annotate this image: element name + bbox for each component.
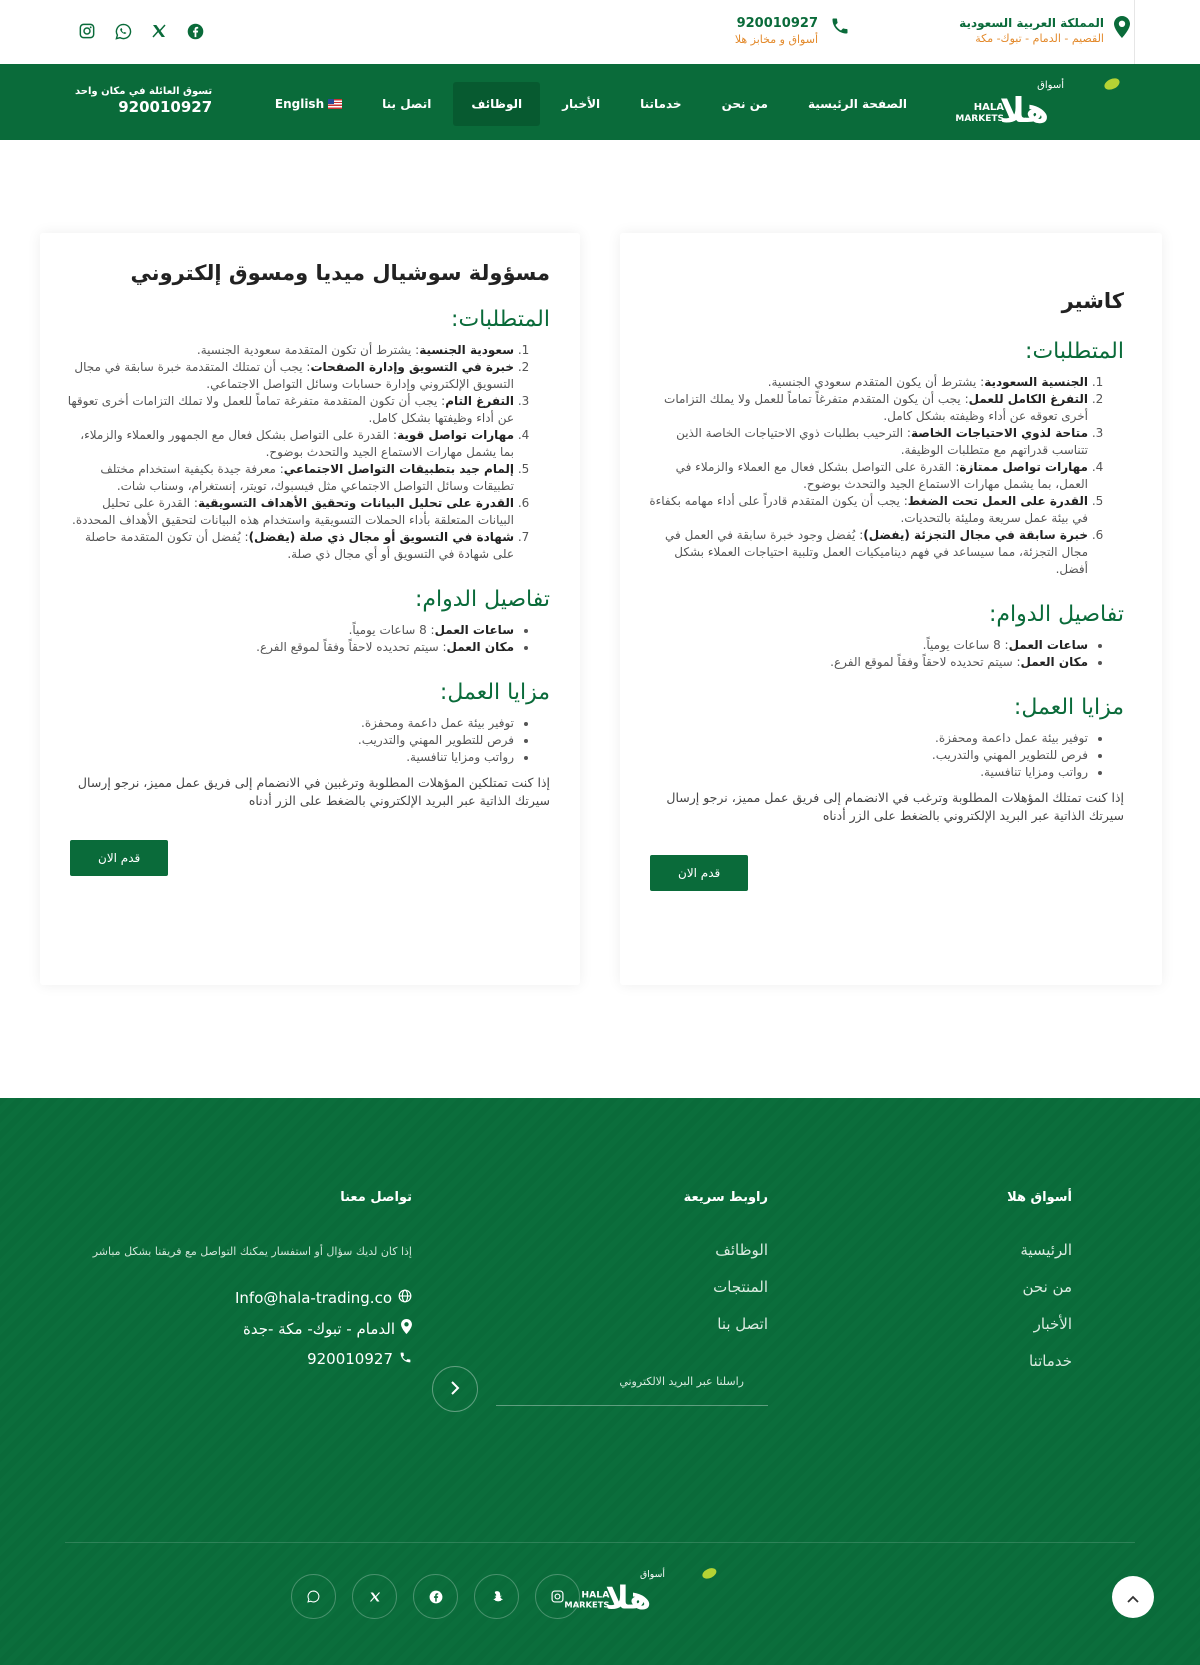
footer-link-contact[interactable]: اتصل بنا — [717, 1315, 768, 1333]
list-item: 1. الجنسية السعودية: يشترط أن يكون المتقدم سعودي الجنسية. — [646, 374, 1088, 391]
apply-button-social-media[interactable]: قدم الان — [70, 840, 168, 876]
nav-menu — [257, 82, 925, 126]
list-item: 2. خبرة في التسويق وإدارة الصفحات: يجب أن تمتلك المتقدمة خبرة سابقة في مجال التسويق الإلكتروني وإدارة حسابات وسائل التواصل الاجتماعي. — [66, 359, 514, 393]
svg-text:هلا: هلا — [999, 91, 1049, 131]
list-item: • ساعات العمل: 8 ساعات يومياً. — [646, 637, 1088, 654]
newsletter-send-button[interactable] — [432, 1366, 478, 1412]
contact-description: إذا كان لديك سؤال أو استفسار يمكنك التواصل مع فريقنا بشكل مباشر — [92, 1245, 412, 1258]
top-bar — [0, 0, 1200, 64]
svg-text:HALA: HALA — [973, 102, 1004, 113]
list-item: 4. مهارات تواصل ممتازة: القدرة على التواصل بشكل فعال مع العملاء والزملاء في العمل، بما يشمل مهارات الاستماع الجيد والتحدث بوضوح. — [646, 459, 1088, 493]
location-block — [959, 16, 1130, 45]
location-cities: القصيم - الدمام - تبوك- مكة — [975, 32, 1104, 45]
nav-jobs[interactable]: الوظائف — [453, 82, 540, 126]
facebook-icon[interactable] — [413, 1574, 458, 1619]
footer-col-title: تواصل معنا — [340, 1190, 412, 1205]
x-icon[interactable] — [352, 1574, 397, 1619]
list-item: 7. شهادة في التسويق أو مجال ذي صلة (يفضل): يُفضل أن تكون المتقدمة حاصلة على شهادة في التسويق أو أي مجال ذي صلة. — [66, 529, 514, 563]
svg-text:MARKETS: MARKETS — [955, 114, 1004, 124]
job-outro: إذا كنت تمتلكين المؤهلات المطلوبة وترغبين في الانضمام إلى فريق عمل مميز، نرجو إرسال سيرتك الذاتية عبر البريد الإلكتروني بالضغط على الزر أدناه — [77, 775, 550, 808]
footer-divider — [65, 1542, 1135, 1543]
footer-link-jobs[interactable]: الوظائف — [715, 1241, 768, 1259]
list-item: • توفير بيئة عمل داعمة ومحفزة. — [66, 715, 514, 732]
job-title: كاشير — [1061, 289, 1124, 313]
globe-icon — [398, 1289, 412, 1307]
list-item: • رواتب ومزايا تنافسية. — [646, 764, 1088, 781]
chevron-up-icon — [1127, 1588, 1139, 1607]
list-item: • مكان العمل: سيتم تحديده لاحقاً وفقاً لموقع الفرع. — [66, 639, 514, 656]
list-item: 5. القدرة على العمل تحت الضغط: يجب أن يكون المتقدم قادراً على أداء مهامه بكفاءة في بيئة عمل سريعة ومليئة بالتحديات. — [646, 493, 1088, 527]
whatsapp-icon[interactable] — [291, 1574, 336, 1619]
footer-col-hala — [1007, 1190, 1072, 1389]
contact-address-row — [92, 1319, 412, 1338]
nav-contact[interactable]: اتصل بنا — [382, 97, 432, 111]
footer-link-products[interactable]: المنتجات — [713, 1278, 768, 1296]
chevron-right-icon — [450, 1380, 460, 1399]
footer-col-title: راوبط سريعة — [683, 1190, 768, 1205]
schedule-heading: تفاصيل الدوام: — [988, 602, 1124, 627]
contact-email-row[interactable] — [92, 1289, 412, 1307]
topbar-social — [78, 22, 204, 40]
facebook-icon[interactable] — [186, 22, 204, 40]
benefits-heading: مزايا العمل: — [439, 680, 550, 705]
nav-about[interactable]: من نحن — [721, 97, 768, 111]
slogan-text: تسوق العائلة في مكان واحد — [75, 86, 213, 97]
instagram-icon[interactable] — [535, 1574, 580, 1619]
nav-news[interactable]: الأخبار — [562, 97, 601, 111]
list-item: • فرص للتطوير المهني والتدريب. — [646, 747, 1088, 764]
list-item: 3. التفرغ التام: يجب أن تكون المتقدمة متفرغة تماماً للعمل ولا تملك التزامات أخرى تعوقها عن أداء وظيفتها بشكل كامل. — [66, 393, 514, 427]
benefits-list — [646, 730, 1124, 781]
svg-text:أسواق: أسواق — [640, 1569, 665, 1581]
footer-col-contact — [92, 1190, 412, 1380]
nav-slogan — [75, 86, 212, 116]
list-item: • توفير بيئة عمل داعمة ومحفزة. — [646, 730, 1088, 747]
list-item: • رواتب ومزايا تنافسية. — [66, 749, 514, 766]
slogan-phone[interactable]: 920010927 — [118, 98, 213, 116]
job-title: مسؤولة سوشيال ميديا ومسوق إلكتروني — [130, 261, 550, 285]
benefits-list — [66, 715, 550, 766]
list-item: 5. إلمام جيد بتطبيقات التواصل الاجتماعي: معرفة جيدة بكيفية استخدام مختلف تطبيقات وسائل التواصل الاجتماعي مثل فيسبوك، تويتر، إنستغرام، وسناب شات. — [66, 461, 514, 495]
footer — [0, 1098, 1200, 1665]
footer-logo[interactable] — [564, 1566, 720, 1620]
list-item: 1. سعودية الجنسية: يشترط أن تكون المتقدمة سعودية الجنسية. — [66, 342, 514, 359]
hala-logo[interactable] — [955, 76, 1122, 134]
list-item: • مكان العمل: سيتم تحديده لاحقاً وفقاً لموقع الفرع. — [646, 654, 1088, 671]
instagram-icon[interactable] — [78, 22, 96, 40]
phone-icon — [830, 16, 850, 40]
x-icon[interactable] — [150, 22, 168, 40]
contact-phone[interactable]: 920010927 — [307, 1350, 393, 1368]
requirements-heading: المتطلبات: — [1025, 339, 1124, 364]
job-outro: إذا كنت تمتلك المؤهلات المطلوبة وترغب في الانضمام إلى فريق عمل مميز، نرجو إرسال سيرتك الذاتية عبر البريد الإلكتروني بالضغط على الزر أدناه — [666, 790, 1124, 823]
footer-col-quick-links — [684, 1190, 768, 1352]
language-switch[interactable] — [257, 82, 360, 126]
footer-col-title: أسواق هلا — [1007, 1190, 1072, 1205]
footer-link-news[interactable]: الأخبار — [1033, 1315, 1072, 1333]
location-pin-icon — [401, 1319, 412, 1338]
footer-social — [291, 1574, 580, 1619]
topbar-phone-sub: أسواق و مخابز هلا — [734, 33, 818, 46]
us-flag-icon — [328, 99, 342, 109]
topbar-phone[interactable]: 920010927 — [736, 16, 818, 31]
schedule-heading: تفاصيل الدوام: — [414, 587, 550, 612]
main-nav — [0, 64, 1200, 140]
list-item: 4. مهارات تواصل قوية: القدرة على التواصل بشكل فعال مع الجمهور والعملاء والزملاء، بما يشمل مهارات الاستماع الجيد والتحدث بوضوح. — [66, 427, 514, 461]
job-card-social-media — [40, 233, 580, 985]
svg-text:MARKETS: MARKETS — [564, 1599, 610, 1610]
footer-link-about[interactable]: من نحن — [1022, 1278, 1072, 1296]
schedule-list — [646, 637, 1124, 671]
scroll-to-top-button[interactable] — [1112, 1576, 1154, 1618]
list-item: • ساعات العمل: 8 ساعات يومياً. — [66, 622, 514, 639]
contact-address: الدمام - تبوك- مكة -جدة — [243, 1319, 395, 1338]
svg-text:أسواق: أسواق — [1037, 80, 1064, 91]
lang-label: English — [274, 97, 325, 111]
schedule-list — [66, 622, 550, 656]
snapchat-icon[interactable] — [474, 1574, 519, 1619]
nav-services[interactable]: خدماتنا — [640, 97, 682, 111]
requirements-list — [646, 374, 1124, 578]
phone-icon — [399, 1350, 412, 1368]
job-card-cashier — [620, 233, 1162, 985]
list-item: 3. متاحة لذوي الاحتياجات الخاصة: الترحيب بطلبات ذوي الاحتياجات الخاصة الذين تتناسب قدراتهم مع متطلبات الوظيفة. — [646, 425, 1088, 459]
list-item: • فرص للتطوير المهني والتدريب. — [66, 732, 514, 749]
footer-link-services[interactable]: خدماتنا — [1028, 1352, 1072, 1370]
topbar-divider — [1134, 0, 1135, 64]
contact-email[interactable]: Info@hala-trading.co — [234, 1289, 392, 1307]
location-pin-icon — [1114, 16, 1130, 42]
apply-button-cashier[interactable]: قدم الان — [650, 855, 748, 891]
requirements-heading: المتطلبات: — [451, 307, 550, 332]
svg-text:هلا: هلا — [605, 1580, 652, 1617]
phone-block[interactable] — [735, 16, 850, 46]
svg-text:HALA: HALA — [581, 1589, 610, 1601]
requirements-list — [66, 342, 550, 563]
nav-home[interactable]: الصفحة الرئيسية — [807, 97, 907, 111]
newsletter-email-input[interactable]: راسلنا عبر البريد الالكتروني — [496, 1358, 768, 1406]
list-item: 2. التفرغ الكامل للعمل: يجب أن يكون المتقدم متفرغاً تماماً للعمل ولا يملك التزامات أخرى تعوقه عن أداء وظيفته بشكل كامل. — [646, 391, 1088, 425]
list-item: 6. خبرة سابقة في مجال التجزئة (يفضل): يُفضل وجود خبرة سابقة في العمل في مجال التجزئة، مما سيساعد في فهم ديناميكيات العمل وتلبية احتياجات العملاء بشكل أفضل. — [646, 527, 1088, 578]
list-item: 6. القدرة على تحليل البيانات وتحقيق الأهداف التسويقية: القدرة على تحليل البيانات المتعلقة بأداء الحملات التسويقية واستخدام هذه البيانات لتحقيق الأهداف المحددة. — [66, 495, 514, 529]
whatsapp-icon[interactable] — [114, 22, 132, 40]
contact-phone-row[interactable] — [92, 1350, 412, 1368]
location-title: المملكة العربية السعودية — [959, 16, 1104, 30]
jobs-section — [0, 140, 1200, 1098]
footer-link-home[interactable]: الرئيسية — [1020, 1241, 1072, 1259]
benefits-heading: مزايا العمل: — [1013, 695, 1124, 720]
